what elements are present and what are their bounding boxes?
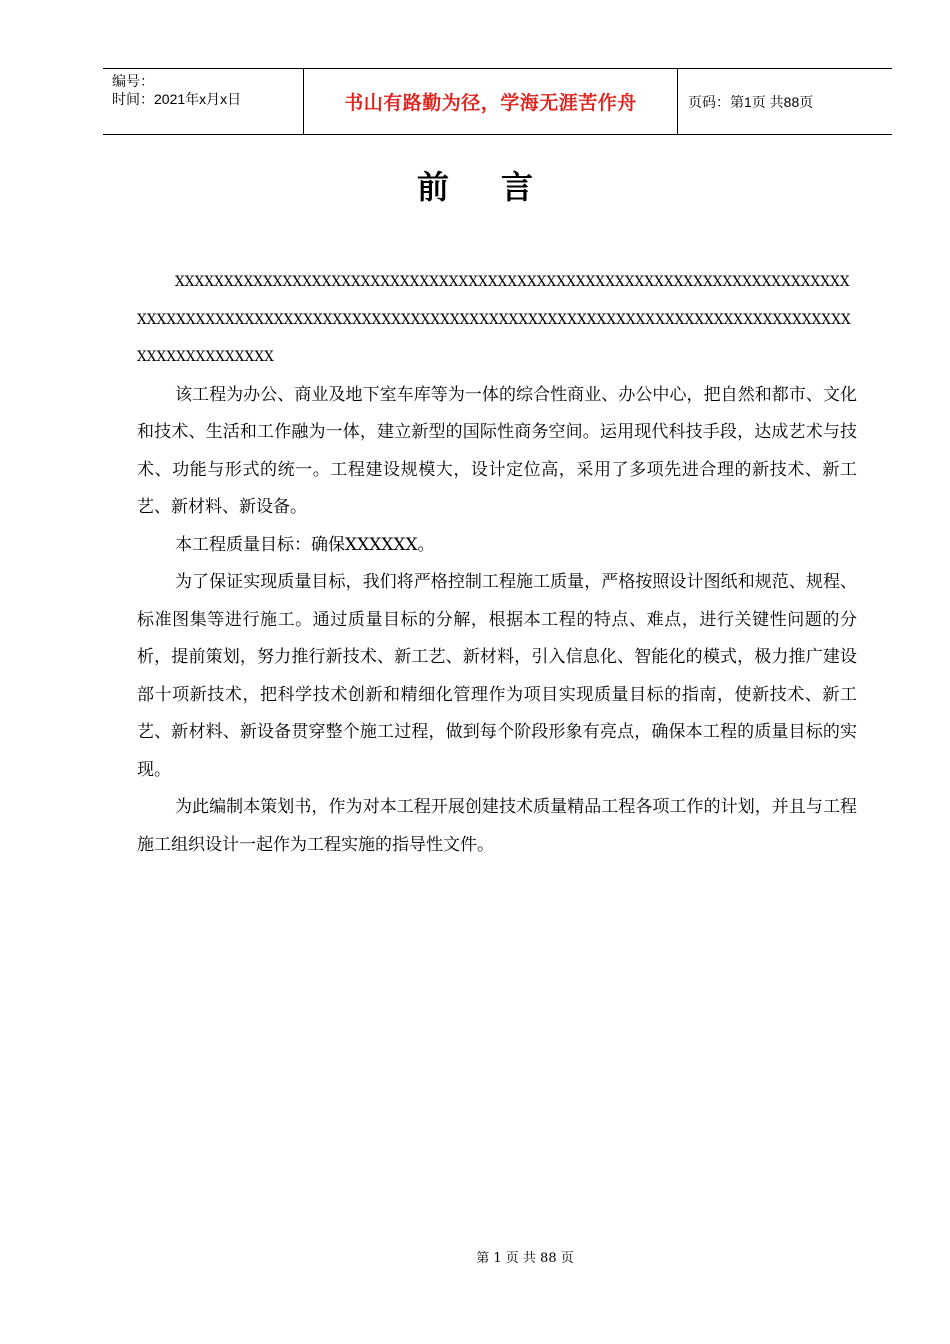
header-meta-cell [103, 69, 304, 134]
body-paragraph: XXXXXXXXXXXXXXXXXXXXXXXXXXXXXXXXXXXXXXXXXXXXXXXXXXXXXXXXXXXXXXXXXXXXXXXXXXXXXXXXXXXXXXXXXXXXXXXXXXXXXXXXXXXXXXXXXXXXXXXXXXXXXXXXXXXXXXXXXXXXXXXXXXXXXXXXXXXX [137, 274, 851, 365]
date-label: 时间：2021年x月x日 [112, 91, 242, 107]
body-paragraph: 为此编制本策划书，作为对本工程开展创建技术质量精品工程各项工作的计划，并且与工程施工组织设计一起作为工程实施的指导性文件。 [137, 797, 857, 855]
page-header [103, 68, 892, 135]
header-page-info: 页码：第1页 共88页 [688, 93, 814, 110]
serial-number-label: 编号： [112, 73, 154, 89]
header-motto: 书山有路勤为径，学海无涯苦作舟 [304, 69, 678, 134]
body-paragraph: 该工程为办公、商业及地下室车库等为一体的综合性商业、办公中心，把自然和都市、文化和技术、生活和工作融为一体，建立新型的国际性商务空间。运用现代科技手段，达成艺术与技术、功能与形式的统一。工程建设规模大，设计定位高，采用了多项先进合理的新技术、新工艺、新材料、新设备。 [137, 384, 857, 517]
body-paragraph: 为了保证实现质量目标，我们将严格控制工程施工质量，严格按照设计图纸和规范、规程、标准图集等进行施工。通过质量目标的分解，根据本工程的特点、难点，进行关键性问题的分析，提前策划，努力推行新技术、新工艺、新材料，引入信息化、智能化的模式，极力推广建设部十项新技术，把科学技术创新和精细化管理作为项目实现质量目标的指南，使新技术、新工艺、新材料、新设备贯穿整个施工过程，做到每个阶段形象有亮点，确保本工程的质量目标的实现。 [137, 572, 857, 780]
page-footer: 第 1 页 共 88 页 [476, 1251, 574, 1266]
body-paragraph: 本工程质量目标：确保XXXXXX。 [175, 534, 435, 555]
page-title: 前言 [416, 168, 585, 206]
body-content [137, 264, 857, 864]
